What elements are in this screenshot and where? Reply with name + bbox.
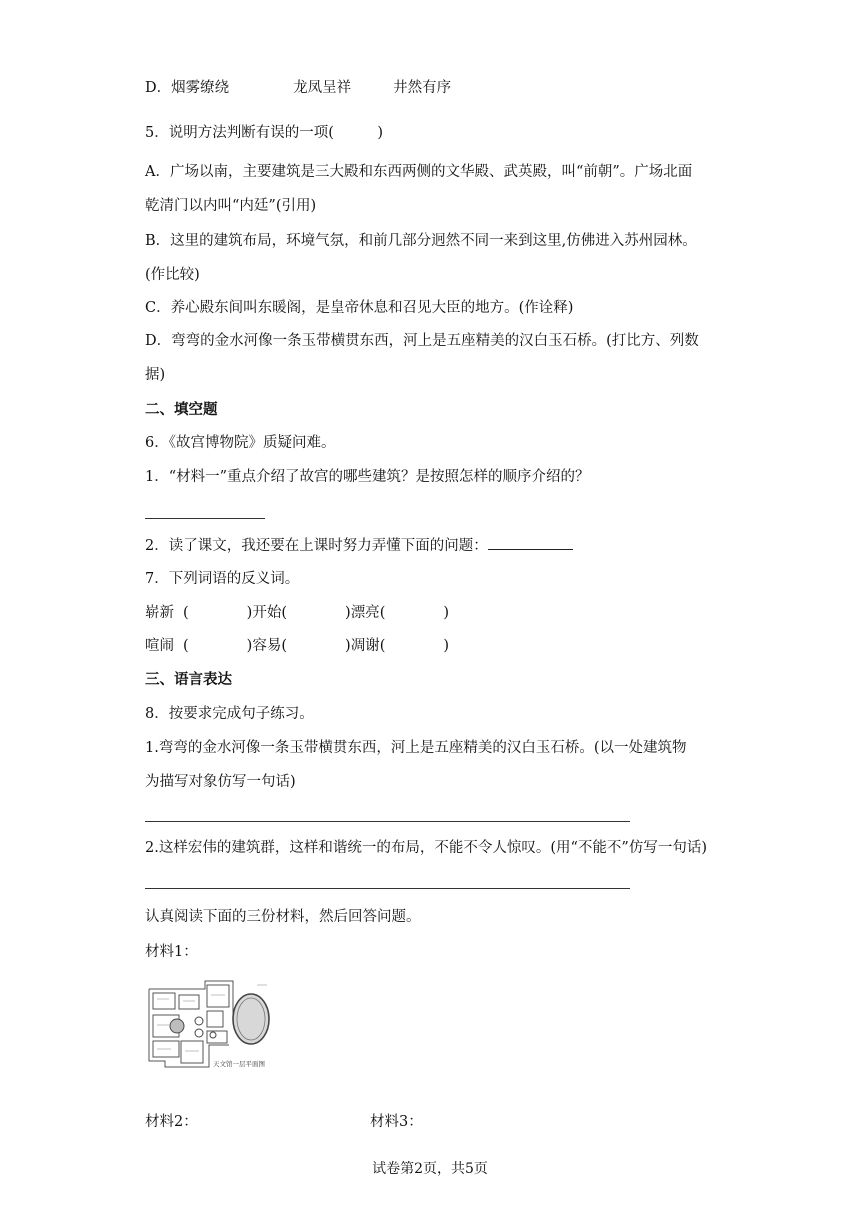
q8-sentence1-line2: 为描写对象仿写一句话) xyxy=(145,774,296,790)
option-d-word2: 龙凤呈祥 xyxy=(293,80,352,96)
q5-option-b-line1: B．这里的建筑布局，环境气氛，和前几部分迥然不同一来到这里,仿佛进入苏州园林。 xyxy=(145,233,697,249)
q5-option-a-line1: A．广场以南，主要建筑是三大殿和东西两侧的文华殿、武英殿，叫“前朝”。广场北面 xyxy=(145,164,693,180)
q5-option-b-line2: (作比较) xyxy=(145,267,200,283)
q6-sub2-row xyxy=(145,535,573,556)
q7-word-2: 开始 xyxy=(252,605,282,621)
q6-stem: 6．《故宫博物院》质疑问难。 xyxy=(145,435,336,451)
q8-sentence2: 2.这样宏伟的建筑群，这样和谐统一的布局，不能不令人惊叹。(用“不能不”仿写一句话) xyxy=(145,840,707,856)
q7-row1: 崭新 ( )开始( )漂亮( ) xyxy=(145,605,450,621)
material-2-label: 材料2： xyxy=(145,1114,198,1130)
q4-option-d xyxy=(145,78,451,98)
material-1-label: 材料1： xyxy=(145,944,198,960)
answer-line-q8-1[interactable] xyxy=(145,821,630,822)
q7-word-6: 凋谢 xyxy=(350,638,380,654)
q6-sub2: 2．读了课文，我还要在上课时努力弄懂下面的问题： xyxy=(145,538,488,554)
answer-line-q8-2[interactable] xyxy=(145,888,630,889)
floor-plan-caption: 天文馆一层平面图 xyxy=(213,1060,265,1068)
q7-word-4: 喧闹 xyxy=(145,638,174,654)
section-heading-language: 三、语言表达 xyxy=(145,671,232,688)
q7-word-5: 容易 xyxy=(252,638,282,654)
q7-word-1: 崭新 xyxy=(145,605,174,621)
q6-sub1: 1．“材料一”重点介绍了故宫的哪些建筑？是按照怎样的顺序介绍的？ xyxy=(145,469,590,485)
answer-line-q6-1[interactable] xyxy=(145,518,265,519)
section-heading-fill-blank: 二、填空题 xyxy=(145,401,218,418)
answer-blank-q6-2[interactable] xyxy=(488,535,573,550)
q5-option-a-line2: 乾清门以内叫“内廷”(引用) xyxy=(145,198,317,214)
q5-stem: 5．说明方法判断有误的一项( ) xyxy=(145,125,384,141)
q8-stem: 8．按要求完成句子练习。 xyxy=(145,706,314,722)
reading-intro: 认真阅读下面的三份材料，然后回答问题。 xyxy=(145,909,421,925)
material-3-label: 材料3： xyxy=(370,1114,423,1130)
floor-plan-image xyxy=(145,975,273,1071)
option-d-word1: D．烟雾缭绕 xyxy=(145,80,230,96)
q5-option-d-line1: D．弯弯的金水河像一条玉带横贯东西，河上是五座精美的汉白玉石桥。(打比方、列数 xyxy=(145,333,699,349)
option-d-word3: 井然有序 xyxy=(393,80,452,96)
q7-word-3: 漂亮 xyxy=(350,605,380,621)
q7-row2: 喧闹 ( )容易( )凋谢( ) xyxy=(145,638,450,654)
q5-option-c: C．养心殿东间叫东暖阁，是皇帝休息和召见大臣的地方。(作诠释) xyxy=(145,300,574,316)
q7-stem: 7．下列词语的反义词。 xyxy=(145,571,300,587)
page-footer: 试卷第2页，共5页 xyxy=(372,1161,488,1177)
q5-option-d-line2: 据) xyxy=(145,367,166,383)
q8-sentence1-line1: 1.弯弯的金水河像一条玉带横贯东西，河上是五座精美的汉白玉石桥。(以一处建筑物 xyxy=(145,740,687,756)
